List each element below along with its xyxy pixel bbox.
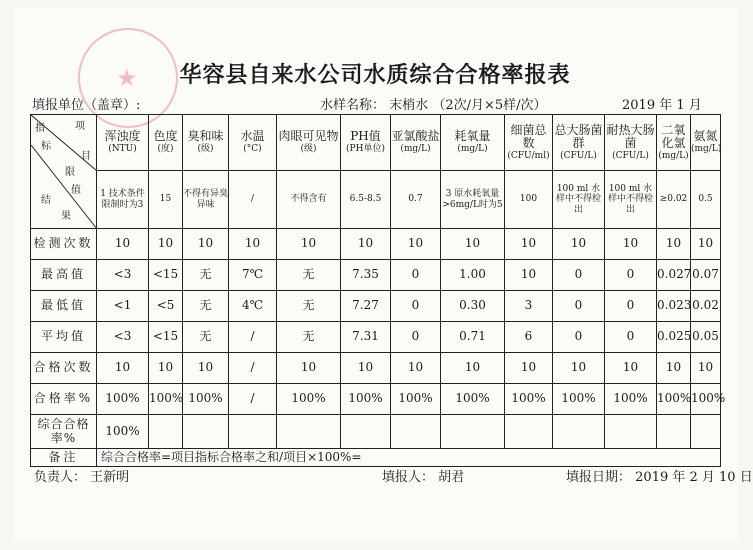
table-cell: 0.02 (691, 291, 721, 322)
header-main: 肉眼可见物 (278, 129, 339, 144)
table-cell: 10 (691, 229, 721, 260)
header-cell (657, 115, 691, 171)
table-cell: <15 (149, 260, 183, 291)
header-cell (97, 115, 149, 171)
limit-cell: 0.5 (691, 171, 721, 229)
table-cell: 0.023 (657, 291, 691, 322)
corner-result-1: 结 (41, 195, 51, 206)
remarks-row (31, 449, 721, 467)
header-main: 亚氯酸盐 (391, 129, 440, 144)
table-cell: 10 (97, 229, 149, 260)
header-unit: (度) (157, 144, 174, 155)
table-cell: 无 (183, 260, 229, 291)
table-cell: 0 (391, 291, 441, 322)
header-unit: (NTU) (108, 144, 137, 155)
filled-by (382, 466, 464, 485)
table-cell: 0 (391, 260, 441, 291)
table-row (31, 260, 721, 291)
report-title: 华容县自来水公司水质综合合格率报表 (179, 62, 571, 88)
limit-cell: 0.7 (391, 171, 441, 229)
header-cell (341, 115, 391, 171)
header-unit: (CFU/L) (612, 151, 649, 162)
table-cell: 0 (553, 322, 605, 353)
header-unit: (°C) (243, 144, 262, 155)
table-cell: 100% (277, 384, 341, 415)
table-cell: 10 (277, 229, 341, 260)
header-main: 总大肠菌群 (554, 122, 603, 151)
table-cell: 0.71 (441, 322, 505, 353)
table-cell: 10 (505, 229, 553, 260)
table-cell: 10 (441, 353, 505, 384)
table-cell: 100% (149, 384, 183, 415)
row-label: 最低值 (31, 291, 97, 322)
header-unit: (mg/L) (658, 151, 689, 162)
table-cell: 100% (505, 384, 553, 415)
table-cell: 7.27 (341, 291, 391, 322)
table-cell: 0.025 (657, 322, 691, 353)
table-cell: 7.31 (341, 322, 391, 353)
table-cell: 100% (657, 384, 691, 415)
limit-cell: 不得有异臭异味 (183, 171, 229, 229)
quality-table (30, 114, 726, 467)
sample-label: 水样名称： (320, 98, 386, 113)
table-cell: 0.07 (691, 260, 721, 291)
seal-star-icon: ★ (116, 64, 138, 92)
table-cell: / (229, 384, 277, 415)
table-cell: 100% (605, 384, 657, 415)
header-cell (505, 115, 553, 171)
header-cell (553, 115, 605, 171)
limit-cell: 3 原水耗氧量>6mg/L时为5 (441, 171, 505, 229)
sample-frequency: （2次/月×5样/次） (432, 98, 547, 113)
table-cell: 10 (391, 229, 441, 260)
table-cell: 10 (391, 353, 441, 384)
table-cell: 1.00 (441, 260, 505, 291)
header-unit: (mg/L) (400, 144, 431, 155)
row-label: 最高值 (31, 260, 97, 291)
table-cell: 0 (553, 291, 605, 322)
sample-value: 末梢水 (389, 98, 429, 113)
overall-row (31, 415, 721, 449)
header-main: 浑浊度 (104, 129, 141, 144)
header-main: PH值 (350, 129, 381, 144)
table-cell: 10 (229, 229, 277, 260)
corner-indicator-2: 标 (41, 141, 51, 152)
table-cell: 100% (553, 384, 605, 415)
corner-cell (31, 115, 97, 229)
header-unit: (mg/L) (457, 144, 488, 155)
corner-indicator-1: 指 (35, 123, 45, 134)
corner-limit-2: 值 (71, 185, 81, 196)
table-row (31, 322, 721, 353)
header-main: 色度 (153, 129, 178, 144)
table-cell: 无 (277, 260, 341, 291)
corner-result-2: 果 (61, 211, 71, 222)
limit-cell: 100 (505, 171, 553, 229)
table-cell: 10 (657, 353, 691, 384)
table-cell: 0 (605, 322, 657, 353)
remarks-label: 备注 (31, 449, 97, 467)
filler-label: 填报人： (382, 470, 435, 485)
table-cell: 100% (183, 384, 229, 415)
limit-cell: 15 (149, 171, 183, 229)
table-cell: 10 (691, 353, 721, 384)
table-cell: 10 (505, 353, 553, 384)
table-cell: 无 (277, 322, 341, 353)
limit-cell: 100 ml 水样中不得检出 (605, 171, 657, 229)
person-in-charge (34, 466, 129, 485)
row-label: 合格次数 (31, 353, 97, 384)
table-cell: 6 (505, 322, 553, 353)
header-unit: (PH单位) (346, 144, 385, 155)
table-cell: 10 (505, 260, 553, 291)
limit-cell: ≥0.02 (657, 171, 691, 229)
table-cell: 10 (183, 353, 229, 384)
table-cell: 0 (391, 322, 441, 353)
table-cell: 0.30 (441, 291, 505, 322)
table-cell: 无 (277, 291, 341, 322)
limit-cell: 不得含有 (277, 171, 341, 229)
table-cell: 0.027 (657, 260, 691, 291)
table-cell: 10 (553, 353, 605, 384)
table-cell: 10 (657, 229, 691, 260)
table-cell: 10 (605, 353, 657, 384)
table-cell: 无 (183, 291, 229, 322)
table-cell: / (229, 353, 277, 384)
table-row (31, 229, 721, 260)
table-cell: 0 (605, 260, 657, 291)
data-rows (31, 229, 726, 415)
header-main: 水温 (240, 129, 265, 144)
header-unit: (级) (300, 144, 317, 155)
header-main: 臭和味 (187, 129, 224, 144)
table-cell: 无 (183, 322, 229, 353)
header-main: 耐热大肠菌 (606, 122, 655, 151)
person-name: 王新明 (90, 470, 130, 485)
table-cell: 7.35 (341, 260, 391, 291)
row-label: 检测次数 (31, 229, 97, 260)
limit-cell: 6.5-8.5 (341, 171, 391, 229)
table-cell: 100% (391, 384, 441, 415)
table-cell: <3 (97, 260, 149, 291)
table-cell: 10 (605, 229, 657, 260)
header-row (31, 115, 721, 171)
header-main: 二氧化氯 (661, 122, 686, 151)
table-cell: 10 (341, 229, 391, 260)
table-cell: 10 (149, 353, 183, 384)
overall-label: 综合合格率% (31, 415, 97, 449)
corner-mu: 目 (81, 151, 91, 162)
limit-cell: 1 技术条件限制时为3 (97, 171, 149, 229)
header-unit: (CFU/ml) (507, 151, 550, 162)
table-cell: <3 (97, 322, 149, 353)
header-cell (183, 115, 229, 171)
remarks-text: 综合合格率=项目指标合格率之和/项目×100%= (97, 449, 721, 467)
overall-value: 100% (97, 415, 149, 449)
person-label: 负责人： (34, 470, 87, 485)
table-cell: 10 (441, 229, 505, 260)
header-unit: (CFU/L) (560, 151, 597, 162)
date-value: 2019 年 2 月 10 日 (635, 470, 753, 485)
header-unit: (mg/L) (691, 144, 722, 155)
table-cell: <15 (149, 322, 183, 353)
header-main: 氨氮 (693, 129, 718, 144)
table-cell: 10 (97, 353, 149, 384)
reporting-unit-label: 填报单位（盖章）: (32, 98, 141, 113)
table-cell: 10 (553, 229, 605, 260)
table-cell: 0.05 (691, 322, 721, 353)
corner-limit-1: 限 (65, 167, 75, 178)
table-cell: 0 (605, 291, 657, 322)
limit-cell: / (229, 171, 277, 229)
table-cell: 10 (277, 353, 341, 384)
report-period: 2019 年 1 月 (622, 98, 702, 113)
filler-name: 胡君 (438, 470, 465, 485)
table-cell: / (229, 322, 277, 353)
table-cell: 100% (341, 384, 391, 415)
table-cell: 4℃ (229, 291, 277, 322)
date-label: 填报日期： (566, 470, 632, 485)
header-main: 耗氧量 (454, 129, 491, 144)
table-cell: 0 (553, 260, 605, 291)
table-cell: 100% (97, 384, 149, 415)
corner-item: 项 (75, 121, 85, 132)
table-cell: 10 (341, 353, 391, 384)
header-cell (229, 115, 277, 171)
table-cell: 10 (183, 229, 229, 260)
header-main: 细菌总数 (510, 122, 547, 151)
table-cell: <5 (149, 291, 183, 322)
table-row (31, 353, 721, 384)
table-cell: 100% (691, 384, 721, 415)
table-cell: 100% (441, 384, 505, 415)
header-cell (691, 115, 721, 171)
header-cell (605, 115, 657, 171)
limit-cell: 100 ml 水样中不得检出 (553, 171, 605, 229)
row-label: 合格率% (31, 384, 97, 415)
table-row (31, 384, 721, 415)
table-cell: 3 (505, 291, 553, 322)
table-row (31, 291, 721, 322)
header-unit: (级) (197, 144, 214, 155)
table-cell: 10 (149, 229, 183, 260)
header-cell (149, 115, 183, 171)
row-label: 平均值 (31, 322, 97, 353)
sample-name (320, 94, 547, 113)
header-cell (441, 115, 505, 171)
header-cell (277, 115, 341, 171)
fill-date (566, 466, 753, 485)
table-cell: 7℃ (229, 260, 277, 291)
header-cell (391, 115, 441, 171)
table-cell: <1 (97, 291, 149, 322)
limit-row (31, 171, 721, 229)
